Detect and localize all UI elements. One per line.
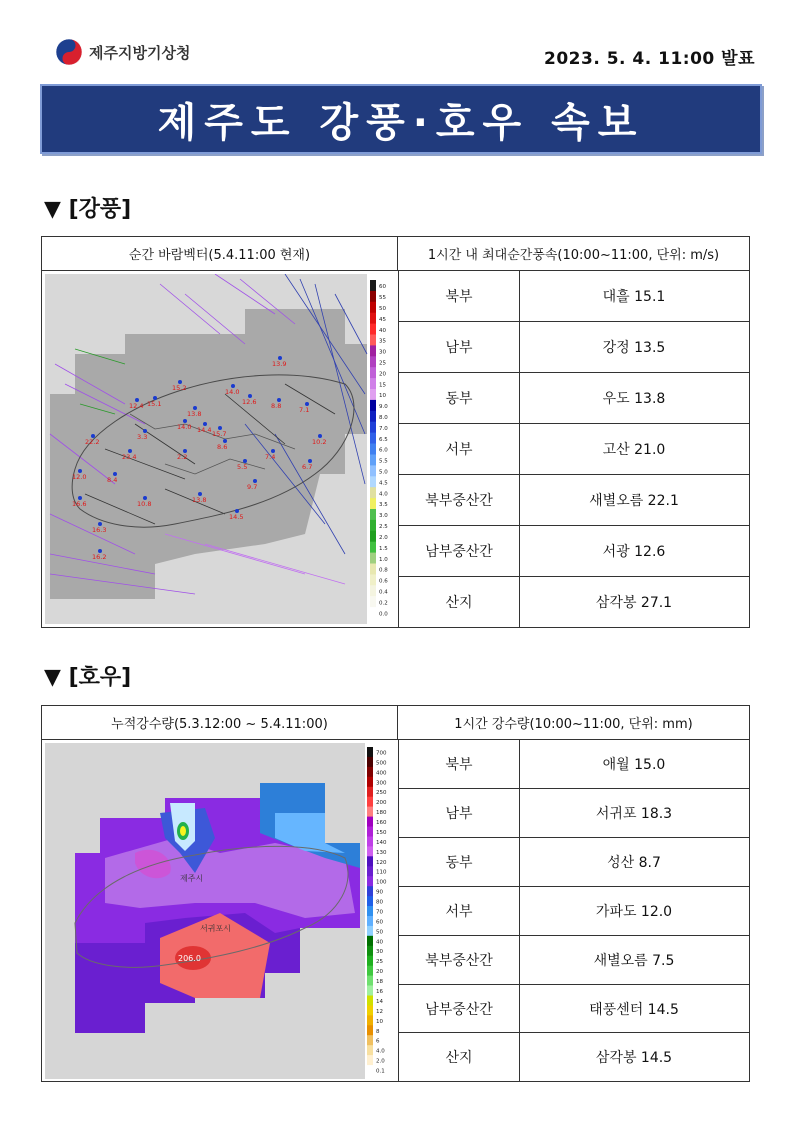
rain-colorbar-swatch [367,747,373,757]
rain-colorbar-swatch [367,1015,373,1025]
rain-colorbar-label: 150 [376,830,387,836]
region-cell: 남부 [399,789,520,837]
table-row [399,475,749,526]
wind-colorbar-label: 1.5 [379,545,388,552]
rain-colorbar-label: 6 [376,1038,380,1045]
agency-name: 제주지방기상청 [89,43,191,62]
table-row [399,424,749,475]
rain-colorbar-label: 16 [376,989,383,995]
rain-colorbar-swatch [367,846,373,856]
wind-colorbar-swatch [370,324,376,335]
region-cell: 북부 [399,271,520,321]
wind-colorbar-swatch [370,433,376,444]
wind-station-value: 12.6 [242,398,257,406]
rain-colorbar-swatch [367,777,373,787]
wind-colorbar-label: 6.0 [379,447,388,454]
page-header [55,38,755,74]
rain-colorbar-label: 2.0 [376,1058,385,1065]
wind-colorbar-swatch [370,476,376,487]
table-row [399,577,749,627]
rain-colorbar-label: 14 [376,998,383,1005]
table-row [399,789,749,838]
rain-colorbar-label: 0.1 [376,1068,385,1075]
rain-colorbar-label: 40 [376,939,383,946]
wind-colorbar-swatch [370,444,376,455]
value-cell: 새별오름 7.5 [593,953,675,969]
rain-colorbar-swatch [367,946,373,956]
value-cell: 성산 8.7 [607,855,661,871]
rain-colorbar-label: 160 [376,820,387,826]
rain-colorbar-label: 700 [376,750,387,757]
rain-colorbar-swatch [367,856,373,866]
wind-colorbar-label: 10 [379,393,386,400]
rain-colorbar-swatch [367,986,373,996]
page-title: 제주도 강풍·호우 속보 [157,99,645,146]
wind-table [41,236,750,628]
rain-colorbar-swatch [367,926,373,936]
wind-colorbar-swatch [370,564,376,575]
wind-colorbar-swatch [370,553,376,564]
rain-colorbar-label: 4.0 [376,1048,385,1055]
table-row [399,373,749,424]
wind-colorbar-swatch [370,313,376,324]
rainfall-map [45,743,395,1079]
wind-station-value: 14.0 [177,423,192,431]
region-cell: 산지 [399,577,520,627]
region-cell: 남부중산간 [399,985,520,1032]
rain-colorbar-swatch [367,876,373,886]
wind-colorbar-swatch [370,455,376,466]
wind-station-value: 3.3 [137,433,148,441]
rain-colorbar-swatch [367,1035,373,1045]
rain-colorbar-label: 12 [376,1008,383,1015]
region-cell: 서부 [399,424,520,474]
rain-colorbar-swatch [367,767,373,777]
wind-colorbar-label: 20 [379,371,386,378]
wind-colorbar-label: 55 [379,295,386,302]
wind-station-value: 2.2 [177,453,188,461]
wind-colorbar-swatch [370,520,376,531]
wind-colorbar-swatch [370,422,376,433]
wind-colorbar-swatch [370,367,376,378]
rain-colorbar-label: 400 [376,770,387,777]
wind-station-value: 16.3 [92,526,107,534]
rain-colorbar-label: 20 [376,969,383,976]
wind-colorbar-label: 0.4 [379,589,388,596]
wind-colorbar-label: 6.5 [379,436,388,443]
wind-colorbar-swatch [370,356,376,367]
wind-colorbar-label: 8.0 [379,415,388,421]
rain-colorbar-label: 50 [376,929,383,936]
rain-colorbar-label: 10 [376,1018,383,1025]
rain-colorbar-label: 250 [376,790,387,797]
wind-colorbar-label: 0.6 [379,578,388,585]
wind-colorbar-label: 5.5 [379,458,388,465]
rain-map-label-jeju: 제주시 [180,874,204,883]
rain-colorbar-swatch [367,807,373,817]
wind-colorbar-label: 9.0 [379,404,388,411]
rain-section-title: ▼ [호우] [44,665,132,690]
wind-colorbar-label: 5.0 [379,469,388,476]
wind-colorbar-swatch [370,498,376,509]
wind-station-value: 10.8 [137,500,152,508]
rain-colorbar-label: 110 [376,869,387,876]
wind-colorbar-label: 3.5 [379,502,388,509]
wind-colorbar-swatch [370,596,376,607]
rain-colorbar-label: 100 [376,879,387,886]
wind-map [45,274,395,624]
wind-colorbar-label: 35 [379,338,386,345]
rain-colorbar-swatch [367,916,373,926]
rain-colorbar-swatch [367,817,373,827]
value-cell: 우도 13.8 [602,391,666,407]
rain-colorbar-label: 300 [376,780,387,787]
wind-station-value: 5.5 [237,463,248,471]
wind-station-value: 12.4 [129,402,144,410]
wind-station-value: 9.7 [247,483,258,491]
rain-colorbar-swatch [367,956,373,966]
wind-colorbar-swatch [370,280,376,291]
wind-rows [398,271,749,627]
rain-colorbar-swatch [367,906,373,916]
table-row [399,936,749,985]
region-cell: 북부중산간 [399,475,520,525]
rain-colorbar-label: 70 [376,909,383,916]
rain-colorbar-label: 25 [376,959,383,966]
value-cell: 서귀포 18.3 [595,806,673,822]
table-row [399,838,749,887]
rain-table-header: 1시간 강수량(10:00~11:00, 단위: mm) [398,706,749,740]
rain-colorbar-swatch [367,896,373,906]
wind-colorbar-swatch [370,574,376,585]
rain-colorbar-swatch [367,866,373,876]
rain-colorbar-swatch [367,837,373,847]
wind-colorbar-swatch [370,607,376,618]
value-cell: 대흘 15.1 [602,289,666,305]
wind-colorbar-label: 45 [379,316,386,323]
rain-colorbar-label: 18 [376,979,383,986]
wind-colorbar-label: 7.0 [379,425,388,432]
region-cell: 남부중산간 [399,526,520,576]
rain-colorbar-label: 200 [376,800,387,807]
wind-colorbar-swatch [370,302,376,313]
rain-colorbar-swatch [367,886,373,896]
wind-colorbar-label: 0.0 [379,611,388,618]
value-cell: 강정 13.5 [602,340,666,356]
wind-colorbar-swatch [370,465,376,476]
wind-colorbar-label: 4.0 [379,491,388,498]
rain-colorbar-label: 180 [376,810,387,817]
wind-station-value: 12.0 [72,473,87,481]
wind-colorbar-label: 3.0 [379,513,388,520]
rain-colorbar-swatch [367,797,373,807]
rain-map [45,743,395,1079]
rain-colorbar-label: 8 [376,1028,380,1035]
wind-colorbar-swatch [370,487,376,498]
rain-colorbar-label: 80 [376,899,383,906]
region-cell: 동부 [399,373,520,423]
wind-colorbar-label: 30 [379,349,386,356]
wind-station-value: 16.6 [72,500,87,508]
region-cell: 서부 [399,887,520,935]
value-cell: 태풍센터 14.5 [589,1001,679,1018]
rain-rows [398,740,749,1081]
rain-colorbar-swatch [367,757,373,767]
region-cell: 북부 [399,740,520,788]
table-row [399,322,749,373]
wind-colorbar-label: 15 [379,382,386,389]
wind-colorbar-swatch [370,585,376,596]
rain-map-header: 누적강수량(5.3.12:00 ~ 5.4.11:00) [42,706,398,740]
rain-colorbar-label: 90 [376,889,383,896]
wind-colorbar-label: 40 [379,327,386,334]
rain-colorbar-swatch [367,1065,373,1075]
agency-logo [55,38,190,66]
wind-colorbar-swatch [370,335,376,346]
wind-colorbar-swatch [370,400,376,411]
wind-colorbar-label: 50 [379,306,386,312]
wind-colorbar-swatch [370,509,376,520]
wind-map-header: 순간 바람벡터(5.4.11:00 현재) [42,237,398,271]
table-row [399,1033,749,1081]
rain-colorbar-label: 500 [376,760,387,767]
wind-colorbar-swatch [370,411,376,422]
rain-colorbar-label: 130 [376,849,387,856]
wind-colorbar-swatch [370,291,376,302]
rain-colorbar-swatch [367,936,373,946]
wind-station-value: 15.7 [212,430,227,438]
value-cell: 삼각봉 27.1 [595,595,673,611]
value-cell: 삼각봉 14.5 [595,1050,673,1066]
wind-colorbar-swatch [370,345,376,356]
wind-station-value: 16.2 [92,553,107,561]
value-cell: 서광 12.6 [602,544,666,560]
wind-colorbar-swatch [370,389,376,400]
wind-station-value: 7.1 [299,406,310,414]
wind-colorbar-label: 2.0 [379,535,388,541]
wind-colorbar-label: 0.8 [379,567,388,574]
taegeuk-logo-icon [55,38,83,66]
wind-colorbar-label: 1.0 [379,556,388,563]
wind-station-value: 14.0 [225,388,240,396]
wind-colorbar-label: 4.5 [379,480,388,487]
wind-station-value: 8.8 [271,402,282,410]
wind-station-value: 22.2 [85,438,100,446]
rain-map-label-seogwipo: 서귀포시 [200,924,231,933]
rain-colorbar-swatch [367,787,373,797]
wind-station-value: 13.8 [192,496,207,504]
wind-colorbar-swatch [370,378,376,389]
wind-vector-map [45,274,395,624]
rain-colorbar-label: 60 [376,919,383,926]
wind-section-title: ▼ [강풍] [44,197,132,222]
issue-time: 2023. 5. 4. 11:00 발표 [544,49,755,69]
wind-table-header: 1시간 내 최대순간풍속(10:00~11:00, 단위: m/s) [398,237,749,271]
wind-station-value: 14.5 [229,513,244,521]
rain-colorbar-swatch [367,1055,373,1065]
region-cell: 남부 [399,322,520,372]
wind-station-value: 7.4 [265,453,276,461]
wind-station-value: 6.7 [302,463,313,471]
rain-colorbar-swatch [367,1025,373,1035]
wind-colorbar-label: 25 [379,360,386,367]
rain-colorbar-swatch [367,1045,373,1055]
table-row [399,740,749,789]
wind-station-value: 8.4 [107,476,118,484]
wind-station-value: 14.4 [197,426,212,434]
rain-table [41,705,750,1082]
rain-colorbar-swatch [367,1005,373,1015]
value-cell: 고산 21.0 [602,442,666,458]
table-row [399,887,749,936]
region-cell: 동부 [399,838,520,886]
wind-station-value: 15.1 [147,400,162,408]
wind-colorbar-label: 2.5 [379,524,388,530]
wind-colorbar-swatch [370,531,376,542]
wind-station-value: 10.2 [312,438,327,446]
wind-station-value: 13.8 [187,410,202,418]
wind-colorbar-swatch [370,542,376,553]
rain-colorbar-label: 30 [376,949,383,956]
table-row [399,271,749,322]
rain-colorbar-label: 140 [376,839,387,846]
wind-colorbar-label: 60 [379,284,386,291]
rain-colorbar-swatch [367,827,373,837]
rain-colorbar-swatch [367,996,373,1006]
rain-colorbar-swatch [367,966,373,976]
wind-station-value: 13.9 [272,360,287,368]
table-row [399,985,749,1033]
wind-station-value: 23.4 [122,453,137,461]
value-cell: 새별오름 22.1 [589,493,679,509]
rain-colorbar-label: 120 [376,859,387,866]
region-cell: 북부중산간 [399,936,520,984]
wind-station-value: 15.2 [172,384,187,392]
region-cell: 산지 [399,1033,520,1081]
table-row [399,526,749,577]
title-banner [40,84,762,154]
wind-station-value: 8.6 [217,443,228,451]
value-cell: 가파도 12.0 [595,904,673,920]
value-cell: 애월 15.0 [602,757,666,773]
rain-colorbar-swatch [367,976,373,986]
wind-colorbar-label: 0.2 [379,600,388,607]
rain-map-label-max: 206.0 [178,954,201,963]
